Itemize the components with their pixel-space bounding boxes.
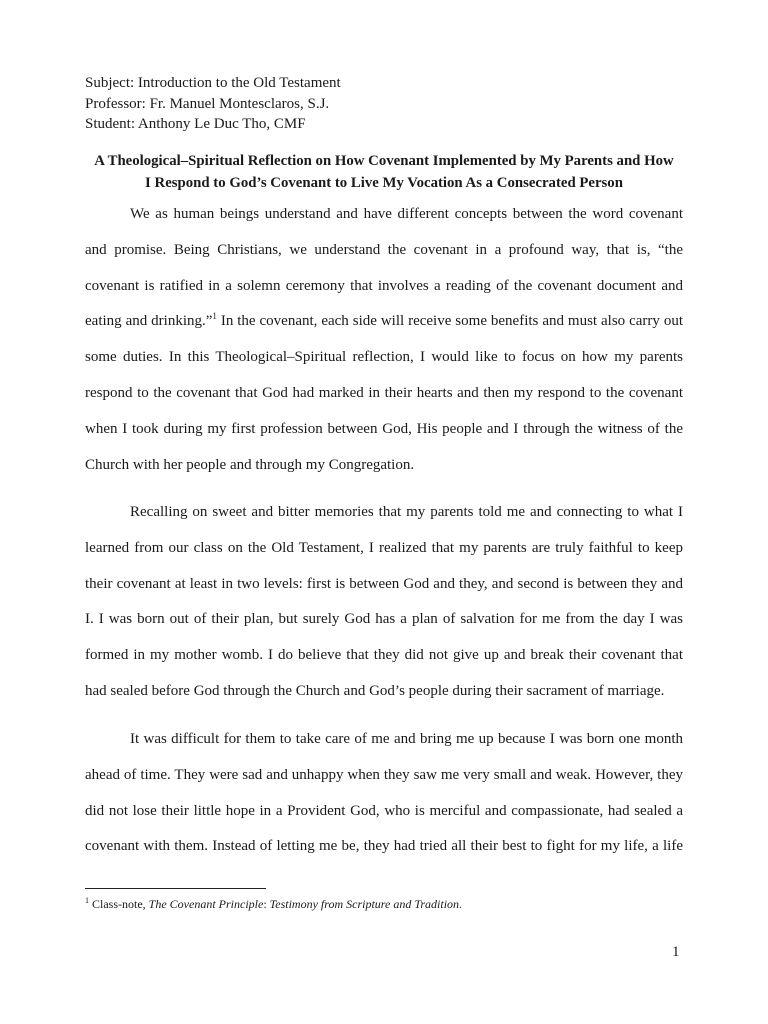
paper-title bbox=[60, 150, 708, 194]
paragraph-line: had sealed before God through the Church and God’s people during their sacrament of marriage. bbox=[85, 682, 665, 699]
paragraph-line: respond to the covenant that God had marked in their hearts and then my respond to the covenant bbox=[85, 384, 683, 401]
paragraph-1 bbox=[85, 197, 683, 483]
professor-line: Professor: Fr. Manuel Montesclaros, S.J. bbox=[85, 95, 330, 112]
paragraph-line: when I took during my first profession between God, His people and I through the witness of the bbox=[85, 420, 683, 437]
assignment-header bbox=[85, 73, 685, 135]
paragraph-line: It was difficult for them to take care of me and bring me up because I was born one month bbox=[130, 731, 683, 747]
paragraph-line: I. I was born out of their plan, but surely God has a plan of salvation for me from the day I was bbox=[85, 611, 683, 628]
paragraph-line: Church with her people and through my Congregation. bbox=[85, 456, 415, 473]
quote-end-text: eating and drinking.” bbox=[85, 313, 213, 330]
paragraph-line: did not lose their little hope in a Provident God, who is merciful and compassionate, had sealed a bbox=[85, 802, 683, 819]
footnote-separator bbox=[85, 888, 266, 889]
paragraph-line: ahead of time. They were sad and unhappy when they saw me very small and weak. However, they bbox=[85, 766, 683, 783]
footnote-separator-text: : bbox=[263, 897, 270, 911]
footnote-marker: 1 bbox=[85, 896, 89, 905]
paragraph-line: learned from our class on the Old Testament, I realized that my parents are truly faithful to keep bbox=[85, 539, 683, 556]
paragraph-line-with-footnote bbox=[85, 304, 683, 340]
subject-line: Subject: Introduction to the Old Testament bbox=[85, 75, 341, 91]
paragraph-line: We as human beings understand and have different concepts between the word covenant bbox=[130, 206, 683, 222]
paragraph-line: Recalling on sweet and bitter memories that my parents told me and connecting to what I bbox=[130, 504, 683, 520]
paragraph-3 bbox=[85, 722, 683, 865]
footnote bbox=[85, 896, 685, 912]
footnote-prefix: Class-note, bbox=[89, 897, 149, 911]
paragraph-line: formed in my mother womb. I do believe that they did not give up and break their covenant that bbox=[85, 647, 683, 664]
paragraph-line: some duties. In this Theological–Spiritual reflection, I would like to focus on how my parents bbox=[85, 349, 683, 366]
line-continuation: In the covenant, each side will receive some benefits and must also carry out bbox=[216, 313, 683, 330]
title-line-2: I Respond to God’s Covenant to Live My Vocation As a Consecrated Person bbox=[145, 175, 623, 191]
paragraph-line: and promise. Being Christians, we understand the covenant in a profound way, that is, “the bbox=[85, 241, 683, 258]
paragraph-line: their covenant at least in two levels: first is between God and they, and second is between they and bbox=[85, 575, 683, 592]
paragraph-line: covenant is ratified in a solemn ceremony that involves a reading of the covenant document and bbox=[85, 277, 683, 294]
footnote-end: . bbox=[459, 897, 463, 911]
paragraph-line: covenant with them. Instead of letting me be, they had tried all their best to fight for my life, a life bbox=[85, 838, 683, 855]
footnote-book-title: The Covenant Principle bbox=[148, 897, 264, 911]
student-line: Student: Anthony Le Duc Tho, CMF bbox=[85, 116, 306, 132]
page-number: 1 bbox=[672, 944, 680, 960]
title-line-1: A Theological–Spiritual Reflection on How Covenant Implemented by My Parents and How bbox=[94, 153, 674, 169]
paragraph-2 bbox=[85, 495, 683, 710]
footnote-reference[interactable]: 1 bbox=[212, 311, 217, 322]
footnote-book-subtitle: Testimony from Scripture and Tradition bbox=[269, 897, 460, 911]
